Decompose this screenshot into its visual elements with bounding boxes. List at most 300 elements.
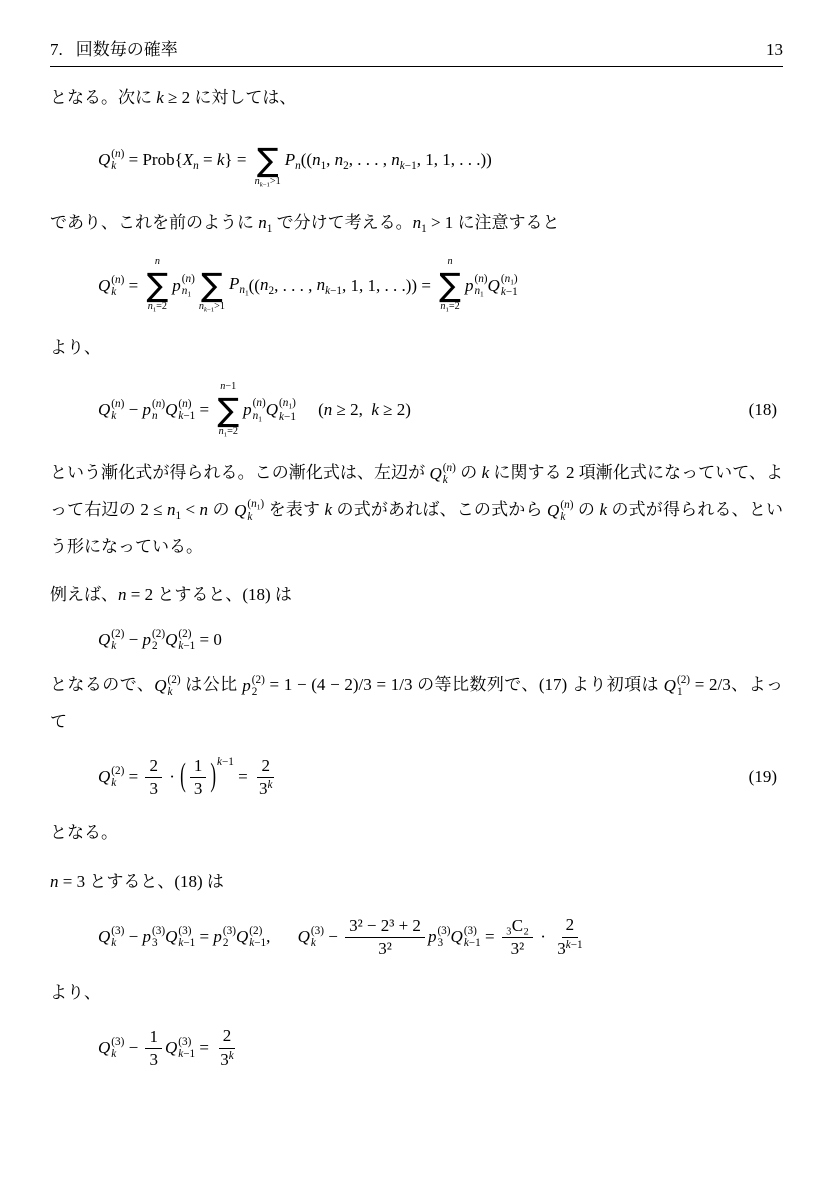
summation (217, 381, 239, 440)
equation-qk-split-sum (50, 256, 783, 315)
text-roman: ( (252, 397, 257, 410)
text-roman: −1 (225, 380, 237, 392)
subscript (111, 160, 124, 172)
text-japanese: より、 (50, 338, 101, 358)
script-stack (560, 499, 573, 523)
text-roman: ( (318, 400, 324, 420)
text-roman: − (323, 927, 343, 947)
superscript (560, 499, 573, 511)
script-stack (443, 462, 456, 486)
script-base (142, 927, 151, 947)
text-roman: (2) (676, 674, 691, 687)
text-roman: − (124, 629, 143, 649)
text-roman: , 1, 1, . . .)) = (342, 275, 436, 295)
scripted-atom (259, 779, 272, 798)
superscript (111, 274, 124, 286)
text-roman: 3² − 2³ + 2 (349, 915, 421, 935)
script-base (98, 276, 110, 296)
scripted-atom (213, 925, 236, 949)
variable: n (154, 256, 160, 268)
scripted-atom (142, 628, 165, 652)
script-base (142, 630, 151, 650)
text-roman: , . . . , (348, 150, 392, 170)
text-japanese: の等比数列で、 (417, 675, 539, 695)
scripted-atom (260, 275, 274, 297)
variable: n (447, 256, 453, 268)
text-roman: < (181, 499, 200, 519)
variable: n (259, 274, 269, 294)
scripted-atom (199, 301, 214, 312)
sigma-symbol: ∑ (146, 266, 169, 305)
variable: n (316, 274, 326, 294)
subscript (311, 937, 324, 949)
script-base (172, 276, 181, 296)
scripted-atom (312, 150, 326, 172)
variable: k (324, 499, 333, 519)
superscript (501, 273, 518, 287)
subscript (253, 410, 266, 424)
variable: Q (98, 629, 111, 649)
script-stack (178, 398, 195, 422)
equation-18 (50, 381, 783, 440)
script-stack (252, 674, 265, 698)
variable: n (155, 398, 162, 411)
script-stack (501, 273, 518, 299)
text-roman: 1 (445, 306, 449, 314)
text-roman: −1 (183, 410, 196, 423)
summation (146, 256, 168, 315)
superscript (253, 397, 266, 409)
text-roman: > 1 (426, 212, 458, 232)
text-roman: ) (120, 273, 125, 286)
variable: k (111, 160, 117, 173)
text-roman: ( (474, 272, 479, 285)
variable: n (474, 285, 481, 298)
text-roman: −1 (330, 284, 342, 297)
variable: k (178, 1048, 184, 1061)
text-roman: >1 (214, 301, 225, 313)
subscript (111, 640, 124, 652)
script-stack (111, 398, 124, 422)
variable: P (228, 273, 240, 293)
text-japanese: より、 (50, 982, 101, 1002)
script-base (98, 150, 110, 170)
paragraph-yori-2 (50, 975, 783, 1011)
subscript (443, 474, 456, 486)
superscript (279, 397, 296, 411)
text-roman: 3 (193, 778, 203, 798)
text-roman: ) (513, 272, 518, 285)
summation (199, 256, 225, 315)
scripted-atom (98, 274, 124, 298)
text-roman: ) (161, 398, 166, 411)
text-roman: = (195, 927, 214, 947)
text-roman: (3) (310, 925, 324, 937)
text-roman: ( (442, 461, 447, 474)
text-roman: ( (500, 272, 505, 285)
scripted-atom (165, 1036, 195, 1060)
script-base (242, 668, 251, 704)
text-roman: = (233, 767, 252, 787)
variable: k (481, 462, 490, 482)
subscript (178, 410, 195, 422)
variable: n (151, 410, 158, 423)
text-roman: −1 (206, 306, 215, 314)
superscript (229, 1050, 234, 1062)
variable: k (111, 937, 117, 950)
text-roman: −1 (468, 937, 481, 950)
text-roman: ₃C₂ (505, 915, 530, 935)
subscript (560, 511, 573, 523)
script-base (229, 274, 239, 293)
variable: k (371, 400, 379, 420)
scripted-atom (266, 397, 296, 423)
script-base (413, 213, 422, 232)
script-stack (182, 273, 195, 299)
variable: X (182, 149, 194, 169)
text-roman: −1 (254, 937, 267, 950)
scripted-atom (430, 456, 456, 492)
script-stack (111, 925, 124, 949)
variable: n (256, 397, 263, 410)
superscript (111, 398, 124, 410)
text-roman: −1 (262, 181, 270, 189)
script-base (220, 1050, 229, 1069)
text-japanese: で分けて考える。 (272, 212, 413, 232)
denominator (190, 778, 207, 800)
text-japanese: 、よって (50, 675, 784, 732)
text-roman: 3 (259, 778, 268, 798)
scripted-atom (428, 925, 451, 949)
text-roman: ) (120, 398, 125, 411)
script-base (547, 493, 559, 529)
variable: k (111, 410, 117, 423)
paragraph-tonaru (50, 815, 783, 851)
variable: n (252, 409, 259, 422)
superscript (111, 148, 124, 160)
sigma-symbol: ∑ (256, 140, 279, 179)
scripted-atom (242, 668, 265, 704)
scripted-atom (165, 925, 195, 949)
superscript (566, 939, 583, 951)
text-japanese: は (206, 871, 224, 891)
text-japanese: の (455, 462, 482, 482)
script-stack (152, 628, 165, 652)
script-base (664, 668, 676, 704)
text-japanese: となるので、 (50, 675, 155, 695)
text-roman: − (124, 1038, 143, 1058)
scripted-atom (412, 212, 427, 235)
text-roman: (18) (174, 871, 207, 891)
text-roman: 2 (251, 686, 258, 699)
variable: Q (547, 500, 560, 520)
page-header (50, 40, 783, 67)
scripted-atom (220, 1050, 233, 1069)
text-roman: −1 (505, 286, 518, 299)
variable: p (242, 676, 251, 696)
text-roman: −1 (183, 937, 196, 950)
scripted-atom (317, 275, 342, 297)
denominator (507, 938, 529, 960)
variable: n (446, 461, 453, 474)
fraction (553, 914, 586, 959)
scripted-atom (465, 273, 488, 299)
variable: k (111, 1048, 117, 1061)
subscript (252, 686, 265, 698)
script-base (428, 927, 437, 947)
subscript (204, 307, 214, 314)
text-roman: ) (191, 272, 195, 285)
subscript (258, 414, 262, 423)
numerator (145, 755, 162, 778)
variable: n (239, 283, 245, 296)
script-base (488, 276, 500, 296)
variable: Q (429, 463, 442, 483)
text-roman: ≥ 2) (378, 400, 411, 420)
script-stack (111, 765, 124, 789)
superscript (178, 628, 195, 640)
scripted-atom (167, 499, 182, 522)
script-stack (111, 274, 124, 298)
numerator (562, 914, 579, 937)
script-base (335, 150, 344, 169)
variable: k (111, 285, 117, 298)
superscript (111, 765, 124, 777)
variable: Q (234, 500, 247, 520)
variable: n (312, 149, 321, 169)
scripted-atom (488, 273, 518, 299)
text-roman: 2 (222, 1026, 232, 1046)
variable: p (142, 629, 151, 649)
variable: n (251, 497, 257, 510)
text-roman: (3) (437, 925, 451, 937)
text-roman: 2 (565, 915, 575, 935)
variable: Q (297, 927, 310, 947)
script-base (258, 213, 267, 232)
paragraph-geometric-sequence (50, 667, 783, 740)
script-base (98, 1038, 110, 1058)
variable: p (213, 927, 222, 947)
subscript (239, 284, 248, 296)
subscript (501, 286, 518, 298)
numerator (502, 915, 533, 938)
script-base (98, 630, 110, 650)
variable: Q (265, 400, 279, 420)
text-roman: 2 (149, 755, 158, 775)
script-base (317, 275, 326, 294)
text-roman: 1 (288, 401, 293, 411)
text-roman: =2 (156, 301, 168, 313)
script-base (557, 939, 566, 958)
text-roman: (2) (111, 765, 125, 778)
subscript (279, 411, 296, 423)
script-base (165, 1038, 177, 1058)
variable: n (412, 212, 422, 232)
text-roman: ( (111, 148, 116, 161)
scripted-atom (391, 150, 416, 172)
paragraph-intro-k (50, 80, 783, 116)
text-japanese: に対しては、 (194, 88, 297, 108)
text-roman: 3 (557, 938, 566, 958)
text-roman: (2) (151, 627, 166, 640)
text-roman: (2) (178, 627, 192, 640)
script-base (236, 927, 248, 947)
text-japanese: は (274, 585, 292, 605)
text-japanese: は公比 (180, 675, 243, 695)
text-japanese: 項漸化式になっていて、よって右辺の (50, 462, 784, 519)
superscript (152, 925, 165, 937)
superscript (268, 779, 273, 791)
subscript (178, 937, 195, 949)
subscript (249, 937, 266, 949)
scripted-atom (243, 397, 266, 423)
text-roman: 1 (258, 414, 262, 424)
scripted-atom (142, 925, 165, 949)
variable: n (185, 272, 192, 285)
subscript (178, 1048, 195, 1060)
subscript (182, 285, 195, 299)
text-roman: 1 (266, 222, 273, 235)
script-stack (223, 925, 236, 949)
text-japanese: より初項は (571, 675, 664, 695)
text-roman: =2 (227, 425, 238, 437)
sum-lower-limit (148, 301, 167, 315)
scripted-atom (98, 628, 124, 652)
text-roman: 3 (437, 937, 444, 950)
paragraph-yori-1 (50, 330, 783, 366)
script-stack (249, 925, 266, 949)
subscript (474, 285, 487, 299)
superscript (111, 1036, 124, 1048)
text-roman: 1 (175, 509, 182, 522)
script-stack (464, 925, 481, 949)
script-base (183, 150, 193, 169)
paragraph-recurrence-explanation (50, 455, 783, 565)
superscript (474, 273, 487, 285)
superscript (443, 462, 456, 474)
superscript (252, 674, 265, 686)
variable: Q (487, 275, 500, 295)
text-japanese: とすると、 (89, 871, 175, 891)
text-roman: 1 (256, 502, 261, 512)
text-roman: = 0 (195, 629, 222, 649)
scripted-atom (258, 212, 273, 235)
text-roman: 1 (193, 755, 203, 775)
scripted-atom (239, 284, 248, 296)
superscript (247, 498, 264, 512)
variable: n (254, 176, 260, 188)
subscript (464, 937, 481, 949)
page-number: 13 (766, 40, 783, 59)
parenthesis: ) (210, 757, 216, 794)
text-roman: 2 (222, 937, 229, 950)
subscript (677, 686, 690, 698)
variable: n (258, 212, 267, 232)
variable: Q (98, 1038, 111, 1058)
text-roman: ) (569, 498, 574, 511)
superscript (437, 925, 450, 937)
subscript (187, 290, 191, 299)
text-roman: 2 (151, 639, 158, 652)
variable: n (167, 499, 176, 519)
text-roman: 2 (565, 462, 579, 482)
script-base (165, 400, 177, 420)
text-roman: = 2/3 (690, 675, 731, 695)
script-base (98, 927, 110, 947)
scripted-atom (234, 493, 264, 529)
variable: k (178, 937, 184, 950)
subscript (111, 777, 124, 789)
scripted-atom (183, 150, 199, 172)
variable: k (267, 778, 273, 791)
numerator (257, 755, 274, 778)
text-roman: (2) (251, 674, 265, 687)
text-japanese: の式があれば、この式から (332, 499, 548, 519)
text-roman: , (326, 150, 335, 170)
numerator (190, 755, 207, 778)
script-base (266, 400, 278, 420)
variable: n (193, 159, 199, 172)
fraction (190, 755, 207, 800)
equation-n2-case (50, 628, 783, 652)
script-base (179, 755, 217, 798)
equation-n3-result (50, 1025, 783, 1070)
script-stack (437, 925, 450, 949)
denominator (145, 1049, 162, 1071)
parenthesis: ( (180, 757, 186, 794)
text-roman: 1 (244, 288, 249, 298)
text-roman: 2 (261, 755, 270, 775)
scripted-atom (285, 150, 301, 172)
variable: n (323, 400, 333, 420)
scripted-atom (440, 301, 448, 312)
variable: n (182, 398, 188, 411)
variable: p (172, 275, 181, 295)
script-base (154, 668, 166, 704)
text-roman: = Prob{ (124, 150, 183, 170)
sigma-symbol: ∑ (217, 390, 240, 429)
text-roman: ( (178, 398, 183, 411)
script-stack (311, 925, 324, 949)
text-roman: 3² (510, 938, 525, 958)
subscript (111, 286, 124, 298)
numerator (219, 1025, 236, 1048)
text-roman: − (124, 400, 143, 420)
text-roman: ( (111, 398, 116, 411)
variable: n (334, 149, 344, 169)
text-roman: ( (111, 273, 116, 286)
variable: Q (98, 400, 111, 420)
subscript (437, 937, 450, 949)
subscript (152, 640, 165, 652)
variable: k (399, 159, 405, 172)
text-roman: 3 (220, 1049, 229, 1069)
numerator (145, 1026, 162, 1049)
text-roman: 1 (510, 277, 514, 287)
variable: Q (165, 629, 178, 649)
text-roman: (3) (178, 925, 192, 937)
variable: k (111, 639, 117, 652)
text-roman: (2) (167, 674, 181, 687)
text-roman: ) (187, 398, 192, 411)
text-japanese: となる。 (50, 823, 118, 843)
script-base (465, 276, 474, 296)
text-japanese: に関する (489, 462, 566, 482)
variable: n (50, 871, 59, 891)
fraction (345, 915, 425, 960)
script-stack (178, 925, 195, 949)
text-roman: 3² (378, 938, 392, 958)
